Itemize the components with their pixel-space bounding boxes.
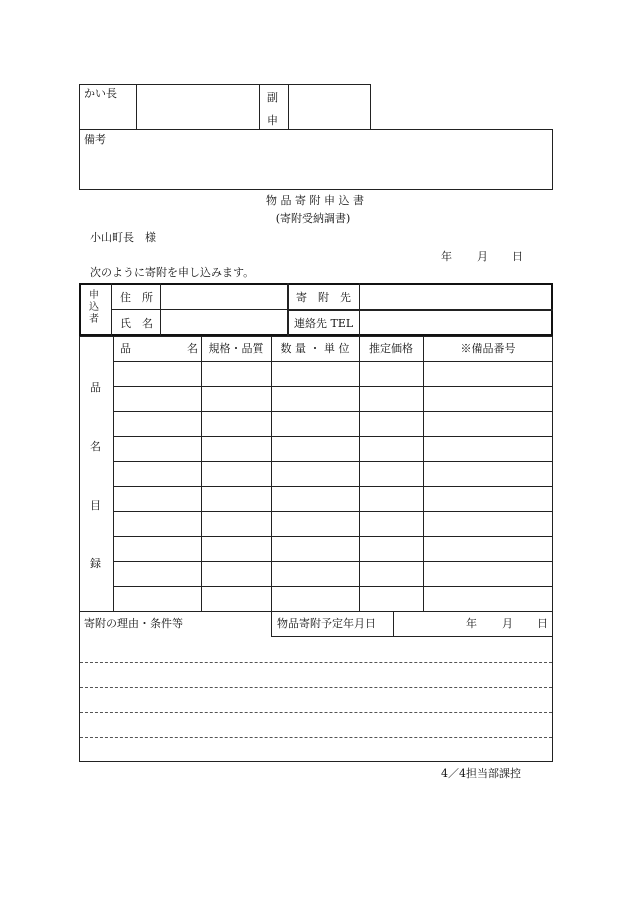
date-month: 月 (477, 250, 488, 263)
form-title: 物 品 寄 附 申 込 書 (266, 194, 364, 207)
date-day: 日 (512, 250, 523, 263)
applicant-label-1: 申 (89, 290, 99, 301)
destination-label: 寄 附 先 (296, 291, 351, 304)
date-year: 年 (441, 250, 452, 263)
header-name-b: 名 (187, 342, 198, 355)
header-spec: 規格・品質 (208, 342, 264, 355)
items-side-4: 録 (90, 557, 101, 570)
planned-year: 年 (466, 617, 477, 630)
approval-kaicho-label: かい長 (84, 87, 117, 100)
applicant-label-2: 込 (89, 302, 99, 313)
form-subtitle: (寄附受納調書) (275, 212, 351, 225)
approval-shin-label: 申 (267, 114, 278, 127)
addressee: 小山町長 様 (90, 231, 156, 244)
applicant-label-3: 者 (89, 314, 99, 325)
items-table (79, 336, 553, 612)
contact-label: 連絡先 TEL (294, 317, 354, 330)
planned-day: 日 (537, 617, 548, 630)
intro-text: 次のように寄附を申し込みます。 (90, 266, 255, 279)
remarks-box (79, 129, 553, 190)
header-price: 推定価格 (369, 342, 413, 355)
reason-line (80, 712, 552, 713)
name-label: 氏 名 (120, 317, 153, 330)
contact-tel-field[interactable] (360, 311, 551, 335)
reason-label: 寄附の理由・条件等 (84, 617, 183, 630)
address-label: 住 所 (120, 291, 153, 304)
items-side-1: 品 (90, 381, 101, 394)
reason-line (80, 662, 552, 663)
reason-line (80, 687, 552, 688)
items-side-3: 目 (90, 499, 101, 512)
approval-box-fuku-stamp (288, 84, 371, 130)
items-side-2: 名 (90, 440, 101, 453)
approval-fuku-label: 副 (267, 91, 278, 104)
header-number: ※備品番号 (460, 342, 516, 355)
address-field[interactable] (161, 285, 287, 309)
name-field[interactable] (161, 311, 287, 335)
approval-box-kaicho-stamp (136, 84, 260, 130)
header-qty: 数 量 ・ 単 位 (280, 342, 350, 355)
planned-month: 月 (502, 617, 513, 630)
footer-note: 4／4担当部課控 (441, 767, 521, 780)
destination-field[interactable] (360, 285, 551, 309)
header-name-a: 品 (120, 342, 131, 355)
reason-line (80, 737, 552, 738)
remarks-label: 備考 (84, 133, 106, 146)
planned-date-label: 物品寄附予定年月日 (277, 617, 376, 630)
